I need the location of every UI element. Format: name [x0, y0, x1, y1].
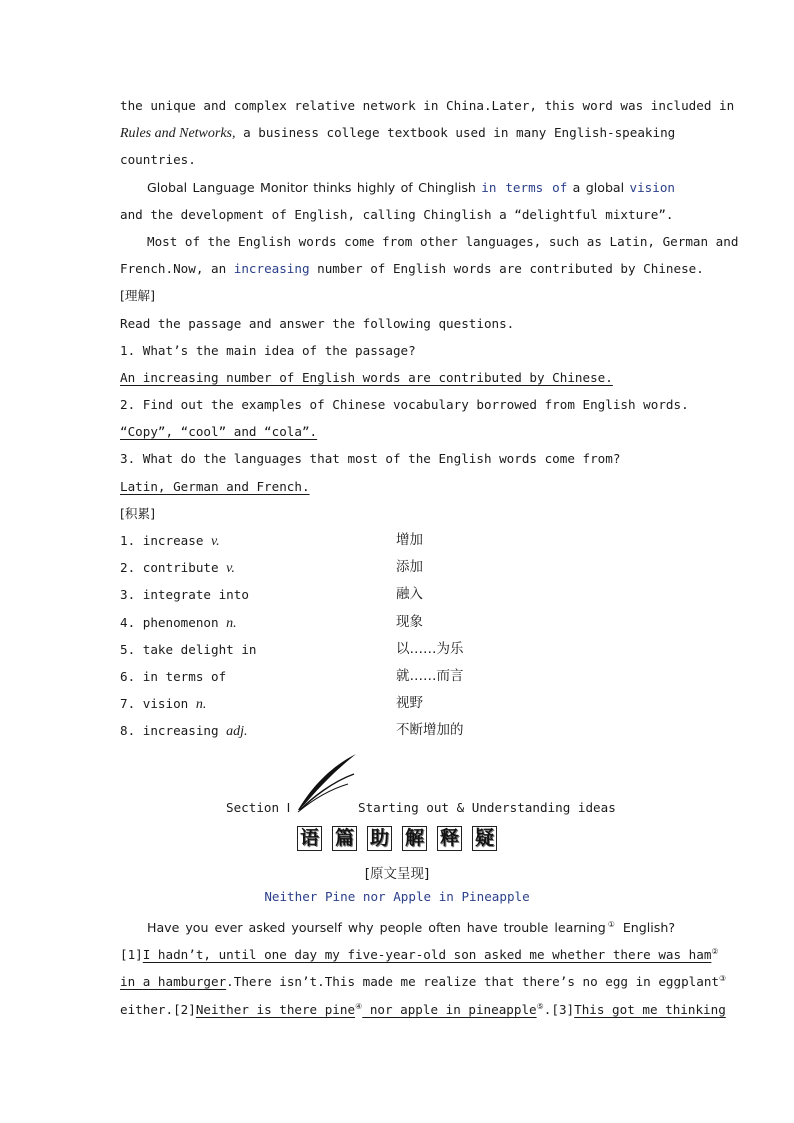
reading-line-3: countries.: [120, 152, 196, 168]
passage-title: Neither Pine nor Apple in Pineapple: [264, 889, 530, 904]
reading-line-5: and the development of English, calling Chinglish a “delightful mixture”.: [120, 206, 674, 222]
reading-line-2-rest: a business college textbook used in many English-speaking: [235, 125, 676, 141]
accumulation-heading: [积累]: [120, 505, 156, 521]
passage-line-4: either.[2]Neither is there pine④ nor apple in pineapple⑤.[3]This got me thinking: [120, 1001, 726, 1017]
banner-char: 疑: [472, 826, 497, 851]
banner-char: 释: [437, 826, 462, 851]
vocab-item: 4. phenomenon n. 现象: [120, 613, 423, 631]
question-3: 3. What do the languages that most of the English words come from?: [120, 451, 621, 467]
section-header: [0, 748, 794, 828]
vocab-item: 1. increase v. 增加: [120, 532, 423, 549]
vocab-item: 8. increasing adj. 不断增加的: [120, 722, 464, 740]
answer-3: Latin, German and French.: [120, 478, 310, 494]
vocab-item: 6. in terms of 就……而言: [120, 667, 464, 684]
reading-line-7: French.Now, an increasing number of English words are contributed by Chinese.: [120, 261, 704, 277]
passage-line-3: in a hamburger.There isn’t.This made me realize that there’s no egg in eggplant③: [120, 974, 727, 990]
reading-line-1: the unique and complex relative network in China.Later, this word was included in: [120, 98, 735, 113]
answer-1: An increasing number of English words are contributed by Chinese.: [120, 369, 613, 385]
banner-char: 助: [367, 826, 392, 851]
banner-title: [0, 826, 794, 851]
highlight-increasing: increasing: [233, 261, 310, 277]
banner-char: 解: [402, 826, 427, 851]
vocab-item: 7. vision n. 视野: [120, 695, 423, 713]
passage-line-1: Have you ever asked yourself why people often have trouble learning① English?: [147, 919, 675, 935]
reading-passage-end: [120, 92, 739, 745]
reading-line-2: [120, 119, 675, 146]
passage-body: [120, 914, 727, 1023]
original-text-label: [原文呈现]: [364, 866, 430, 882]
reading-line-6: Most of the English words come from other languages, such as Latin, German and: [147, 233, 739, 249]
reading-line-4: Global Language Monitor thinks highly of Chinglish in terms of a global vision: [147, 179, 675, 195]
section-number: Section Ⅰ: [226, 800, 291, 815]
section-title: Starting out & Understanding ideas: [358, 800, 616, 815]
vocab-item: 3. integrate into 融入: [120, 586, 423, 603]
highlight-in-terms-of: in terms of: [481, 179, 568, 195]
comprehension-instruction: Read the passage and answer the following questions.: [120, 315, 515, 331]
book-title: Rules and Networks,: [120, 126, 236, 142]
comprehension-heading: [理解]: [120, 288, 156, 304]
answer-2: “Copy”, “cool” and “cola”.: [120, 424, 318, 440]
feather-icon: [288, 750, 360, 814]
banner-char: 语: [297, 826, 322, 851]
passage-line-2: [1]I hadn’t, until one day my five-year-old son asked me whether there was ham②: [120, 947, 719, 963]
question-2: 2. Find out the examples of Chinese vocabulary borrowed from English words.: [120, 397, 689, 413]
vocab-item: 2. contribute v. 添加: [120, 559, 423, 577]
highlight-vision: vision: [629, 179, 675, 195]
banner-char: 篇: [332, 826, 357, 851]
question-1: 1. What’s the main idea of the passage?: [120, 342, 416, 358]
vocab-item: 5. take delight in 以……为乐: [120, 640, 464, 657]
